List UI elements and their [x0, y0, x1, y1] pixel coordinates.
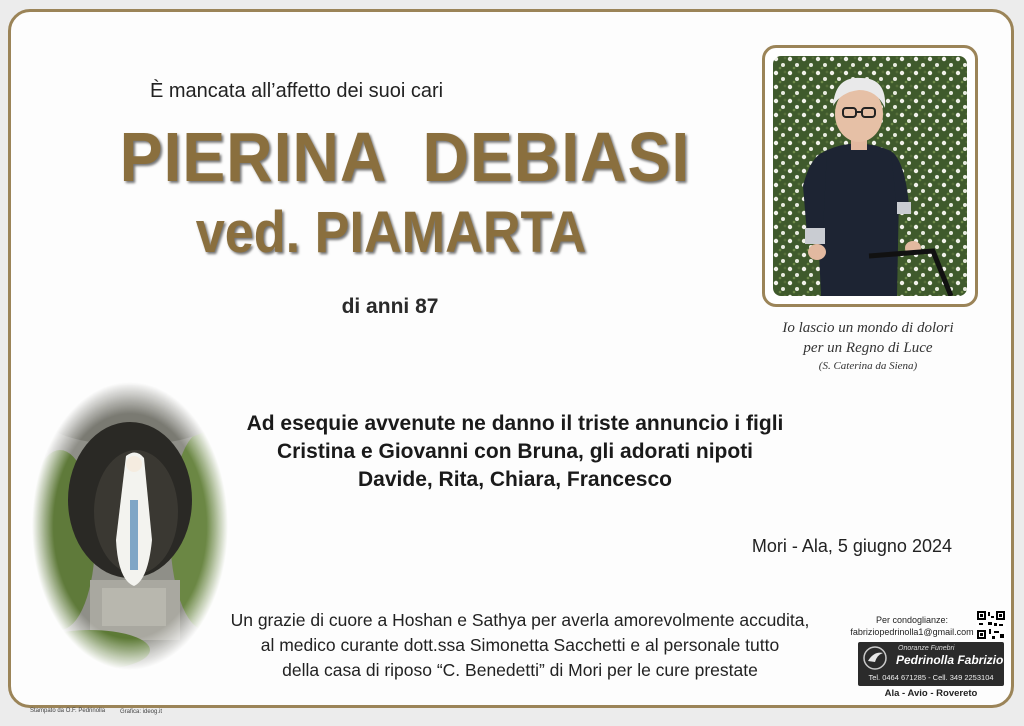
quote-source: (S. Caterina da Siena)	[818, 360, 918, 372]
thanks-line-1: Un grazie di cuore a Hoshan e Sathya per averla amorevolmente accudita,	[230, 610, 810, 630]
condolences-info	[848, 614, 976, 638]
portrait-frame	[762, 45, 978, 307]
intro-text: È mancata all’affetto dei suoi cari	[150, 80, 444, 102]
funeral-home-contact: Tel. 0464 671285 - Cell. 349 2253104	[868, 673, 994, 682]
announcement-line-3: Davide, Rita, Chiara, Francesco	[358, 468, 672, 491]
graphics-credit: Grafica: ideog.it	[120, 709, 163, 715]
funeral-home-logo	[858, 642, 1004, 686]
date-place: Mori - Ala, 5 giugno 2024	[751, 536, 952, 556]
printer-credit: Stampato da O.F. Pedrinolla	[30, 708, 106, 714]
qr-code-icon[interactable]	[976, 610, 1006, 640]
age-text: di anni 87	[341, 295, 439, 318]
funeral-home-locations: Ala - Avio - Rovereto	[884, 688, 978, 699]
condolences-email[interactable]: fabriziopedrinolla1@gmail.com	[850, 627, 974, 637]
thanks-block	[200, 608, 840, 683]
portrait-photo	[773, 56, 967, 296]
condolences-label: Per condoglianze:	[875, 615, 949, 625]
deceased-name: PIERINA DEBIASI	[119, 118, 691, 196]
funeral-home-subtitle: Onoranze Funebri	[898, 645, 955, 652]
thanks-line-3: della casa di riposo “C. Benedetti” di Mori per le cure prestate	[282, 660, 758, 680]
dove-icon	[862, 646, 888, 670]
announcement-block	[200, 410, 830, 494]
quote-block	[740, 318, 996, 374]
deceased-married-name: ved. PIAMARTA	[195, 200, 587, 265]
quote-line-1: Io lascio un mondo di dolori	[782, 320, 954, 336]
announcement-line-2: Cristina e Giovanni con Bruna, gli adorati nipoti	[276, 440, 754, 463]
quote-line-2: per un Regno di Luce	[803, 340, 933, 356]
funeral-home-name: Pedrinolla Fabrizio	[896, 653, 1004, 667]
announcement-line-1: Ad esequie avvenute ne danno il triste annuncio i figli	[246, 412, 784, 435]
thanks-line-2: al medico curante dott.ssa Simonetta Sacchetti e al personale tutto	[260, 635, 780, 655]
